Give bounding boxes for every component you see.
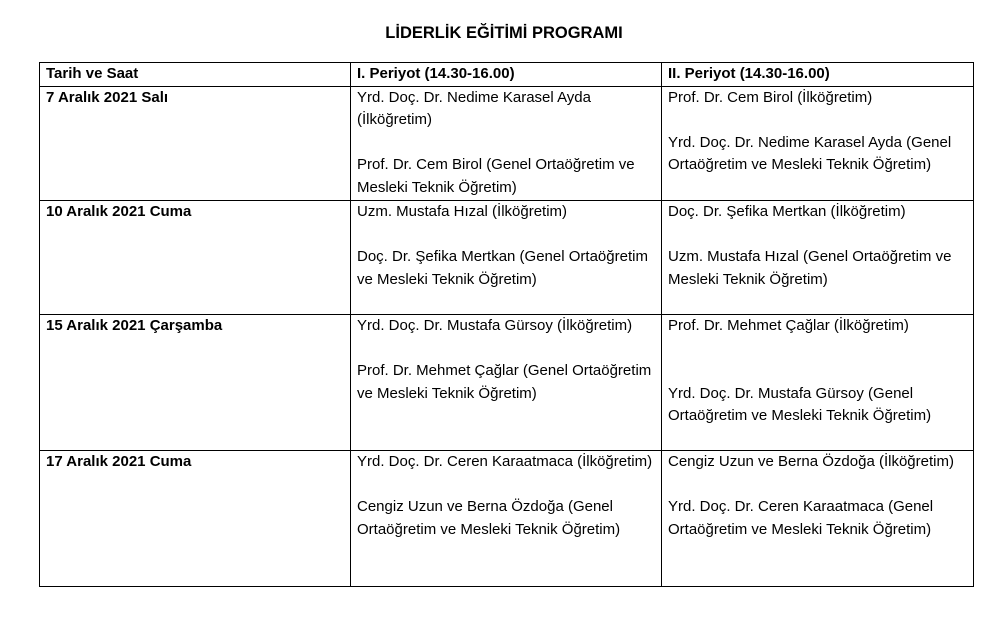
period-1-cell (351, 201, 662, 315)
page-title: LİDERLİK EĞİTİMİ PROGRAMI (385, 24, 623, 42)
period-2-cell (662, 451, 974, 587)
period-2-cell (662, 201, 974, 315)
header-date-time: Tarih ve Saat (40, 63, 351, 87)
primary-school-session: Yrd. Doç. Dr. Mustafa Gürsoy (İlköğretim) (357, 317, 633, 334)
period-2-cell (662, 86, 974, 201)
primary-school-session: Prof. Dr. Mehmet Çağlar (İlköğretim) (668, 317, 909, 334)
primary-school-session: Cengiz Uzun ve Berna Özdoğa (İlköğretim) (668, 453, 954, 470)
primary-school-session: Prof. Dr. Cem Birol (İlköğretim) (668, 88, 873, 106)
secondary-school-session: Prof. Dr. Cem Birol (Genel Ortaöğretim ve Mesleki Teknik Öğretim) (357, 156, 635, 196)
secondary-school-session: Cengiz Uzun ve Berna Özdoğa (Genel Ortaöğretim ve Mesleki Teknik Öğretim) (357, 498, 621, 538)
table-row (40, 315, 974, 451)
row-date: 15 Aralık 2021 Çarşamba (40, 315, 351, 451)
primary-school-session: Yrd. Doç. Dr. Nedime Karasel Ayda (İlköğretim) (357, 88, 591, 128)
primary-school-session: Yrd. Doç. Dr. Ceren Karaatmaca (İlköğretim) (357, 453, 653, 470)
period-1-cell (351, 451, 662, 587)
primary-school-session: Doç. Dr. Şefika Mertkan (İlköğretim) (668, 203, 906, 220)
period-1-cell (351, 315, 662, 451)
table-row (40, 201, 974, 315)
row-date: 7 Aralık 2021 Salı (40, 86, 351, 201)
table-row (40, 451, 974, 587)
secondary-school-session: Prof. Dr. Mehmet Çağlar (Genel Ortaöğretim ve Mesleki Teknik Öğretim) (357, 362, 652, 402)
row-date: 10 Aralık 2021 Cuma (40, 201, 351, 315)
secondary-school-session: Doç. Dr. Şefika Mertkan (Genel Ortaöğretim ve Mesleki Teknik Öğretim) (357, 248, 648, 288)
table-row (40, 86, 974, 201)
secondary-school-session: Yrd. Doç. Dr. Nedime Karasel Ayda (Genel Ortaöğretim ve Mesleki Teknik Öğretim) (668, 133, 952, 173)
header-period-1: I. Periyot (14.30-16.00) (351, 63, 662, 87)
secondary-school-session: Uzm. Mustafa Hızal (Genel Ortaöğretim ve Mesleki Teknik Öğretim) (668, 248, 952, 288)
period-1-cell (351, 86, 662, 201)
primary-school-session: Uzm. Mustafa Hızal (İlköğretim) (357, 203, 568, 220)
header-period-2: II. Periyot (14.30-16.00) (662, 63, 974, 87)
schedule-table (39, 62, 974, 587)
secondary-school-session: Yrd. Doç. Dr. Mustafa Gürsoy (Genel Ortaöğretim ve Mesleki Teknik Öğretim) (668, 384, 932, 424)
row-date: 17 Aralık 2021 Cuma (40, 451, 351, 587)
secondary-school-session: Yrd. Doç. Dr. Ceren Karaatmaca (Genel Ortaöğretim ve Mesleki Teknik Öğretim) (668, 498, 934, 538)
table-header-row (40, 63, 974, 87)
period-2-cell (662, 315, 974, 451)
